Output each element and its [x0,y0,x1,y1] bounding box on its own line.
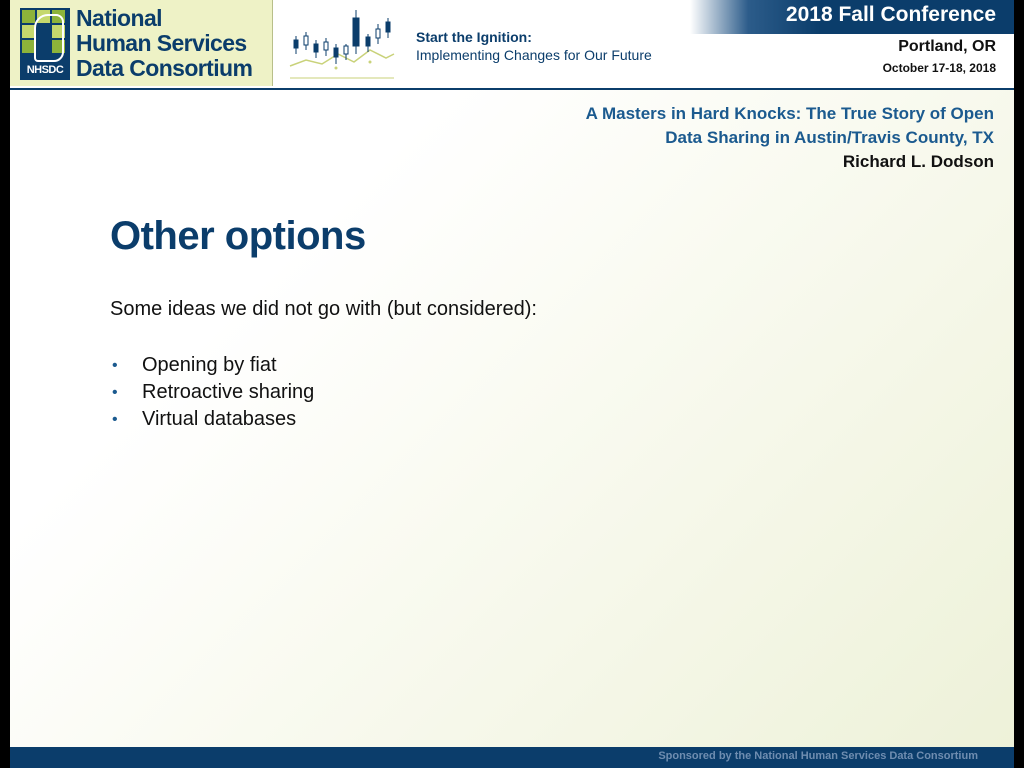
list-item [110,352,314,379]
presentation-info [434,102,994,174]
slide-title: Other options [110,214,366,258]
bullet-icon: • [112,357,118,374]
sponsor-text: Sponsored by the National Human Services Data Consortium [658,750,978,762]
conference-banner [690,0,1014,34]
bullet-icon: • [112,411,118,428]
bullet-list [110,352,314,433]
slide-footer [10,747,1014,768]
tagline-line-1: Start the Ignition: [416,29,532,45]
tagline-line-2: Implementing Changes for Our Future [416,47,652,63]
presentation-title-line-1: A Masters in Hard Knocks: The True Story of Open [585,104,994,123]
conference-location: Portland, OR [898,38,996,55]
presenter-name: Richard L. Dodson [842,152,994,171]
organization-name-line: Data Consortium [76,55,253,81]
organization-logo [10,0,273,86]
list-item [110,379,314,406]
list-item-text: Virtual databases [142,408,297,430]
slide [10,0,1014,768]
presentation-title-line-2: Data Sharing in Austin/Travis County, TX [665,128,994,147]
conference-header [10,0,1014,90]
conference-tagline [416,28,652,64]
conference-dates: October 17-18, 2018 [882,61,996,75]
bullet-icon: • [112,384,118,401]
conference-title: 2018 Fall Conference [785,3,996,26]
nhsdc-logo-icon [20,8,70,80]
organization-name-line: Human Services [76,30,247,56]
list-item-text: Opening by fiat [142,354,277,376]
list-item-text: Retroactive sharing [142,381,315,403]
slide-intro-text: Some ideas we did not go with (but considered): [110,298,537,320]
logo-abbreviation: NHSDC [26,64,64,76]
candlestick-chart-graphic [286,4,398,84]
organization-name [76,6,272,81]
list-item [110,406,314,433]
organization-name-line: National [76,5,162,31]
